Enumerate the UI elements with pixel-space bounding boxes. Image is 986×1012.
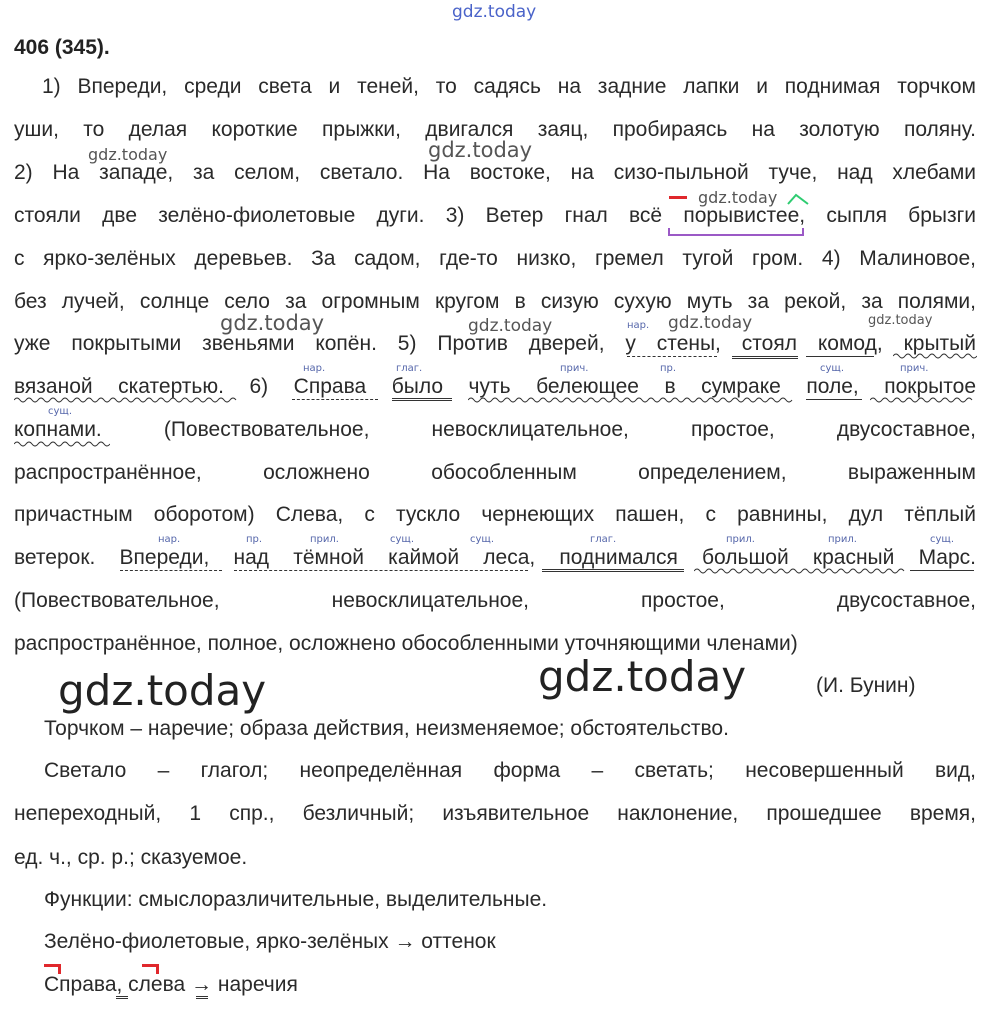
watermark: gdz.today [428,138,533,162]
pos-tag: прич. [560,363,589,374]
pos-tag: прил. [828,534,857,545]
text-line-13: (Повествовательное, невосклицательное, простое, двусоставное, [14,589,976,612]
pos-tag: прич. [900,363,929,374]
note-line-3: непереходный, 1 спр., безличный; изъявительное наклонение, прошедшее время, [14,802,976,825]
text-line-6: без лучей, солнце село за огромным кругом в сизую сухую муть за рекой, за полями, [14,290,976,313]
text-line-4: стояли две зелёно-фиолетовые дуги. 3) Ветер гнал всё порывистее, сыпля брызги [14,204,976,227]
text-line-5: с ярко-зелёных деревьев. За садом, где-то низко, гремел тугой гром. 4) Малиновое, [14,247,976,270]
pos-tag: сущ. [390,534,415,545]
author: (И. Бунин) [816,674,916,697]
pos-tag: сущ. [820,363,845,374]
underline-subject [806,356,874,357]
text-line-10: распространённое, осложнено обособленным определением, выраженным [14,461,976,484]
ending-underline [196,996,208,999]
note-line-2: Светало – глагол; неопределённая форма – светать; несовершенный вид, [44,759,976,782]
note-line-4: ед. ч., ср. р.; сказуемое. [14,846,248,869]
suffix-underline-mark [668,228,804,236]
text-line-2: уши, то делая короткие прыжки, двигался заяц, пробираясь на золотую поляну. [14,118,976,141]
underline-predicate [392,398,452,401]
wavy-underline [694,567,906,575]
pos-tag: нар. [158,534,181,545]
text-line-7: уже покрытыми звеньями копён. 5) Против дверей, у стены, стоял комод, крытый [14,332,976,355]
underline-predicate [542,569,684,572]
pos-tag: сущ. [48,406,73,417]
wavy-underline [468,396,794,404]
pos-tag: сущ. [470,534,495,545]
exercise-number: 406 (345). [14,36,110,59]
note-line-5: Функции: смыслоразличительные, выделительные. [44,888,548,911]
watermark-top: gdz.today [452,2,537,22]
underline-circumstance [234,570,528,571]
pos-tag: прил. [726,534,755,545]
pos-tag: прил. [310,534,339,545]
watermark: gdz.today [468,316,553,336]
text-line-9: копнами. (Повествовательное, невосклицательное, простое, двусоставное, [14,418,976,441]
text-line-14: распространённое, полное, осложнено обособленными уточняющими членами) [14,632,798,655]
wavy-underline [14,440,110,448]
text-line-11: причастным оборотом) Слева, с тускло чернеющих пашен, с равнины, дул тёплый [14,503,976,526]
underline-circumstance [292,399,378,400]
note-line-1: Торчком – наречие; образа действия, неизменяемое; обстоятельство. [44,717,729,740]
watermark-large: gdz.today [538,652,747,701]
wavy-underline [14,396,240,404]
pos-tag: пр. [660,363,677,374]
underline-circumstance [120,570,222,571]
text-line-1: 1) Впереди, среди света и теней, то садясь на задние лапки и поднимая торчком [42,75,976,98]
text-line-8: вязаной скатертью. 6) Справа было чуть белеющее в сумраке поле, покрытое [14,375,976,398]
pos-tag: глаг. [396,363,423,374]
watermark: gdz.today [88,145,168,164]
pos-tag: пр. [246,534,263,545]
ending-underline [116,996,128,999]
wavy-underline [870,396,976,404]
underline-subject [910,570,974,571]
text-line-12: ветерок. Впереди, над тёмной каймой леса, поднимался большой красный Марс. [14,546,976,569]
text-line-3: 2) На западе, за селом, светало. На востоке, на сизо-пыльной туче, над хлебами [14,161,976,184]
pos-tag: сущ. [930,534,955,545]
watermark: gdz.today [220,311,325,335]
pos-tag: глаг. [590,534,617,545]
note-line-7: Справа, слева → наречия [44,973,298,996]
underline-predicate [732,356,798,359]
watermark: gdz.today [698,188,778,207]
underline-circumstance [627,356,717,357]
watermark-large: gdz.today [58,666,267,715]
watermark: gdz.today [668,313,753,333]
pos-tag: нар. [627,320,650,331]
wavy-underline [893,352,977,360]
underline-subject [806,399,862,400]
watermark: gdz.today [868,313,933,328]
pos-tag: нар. [303,363,326,374]
note-line-6: Зелёно-фиолетовые, ярко-зелёных → оттенок [44,930,496,953]
